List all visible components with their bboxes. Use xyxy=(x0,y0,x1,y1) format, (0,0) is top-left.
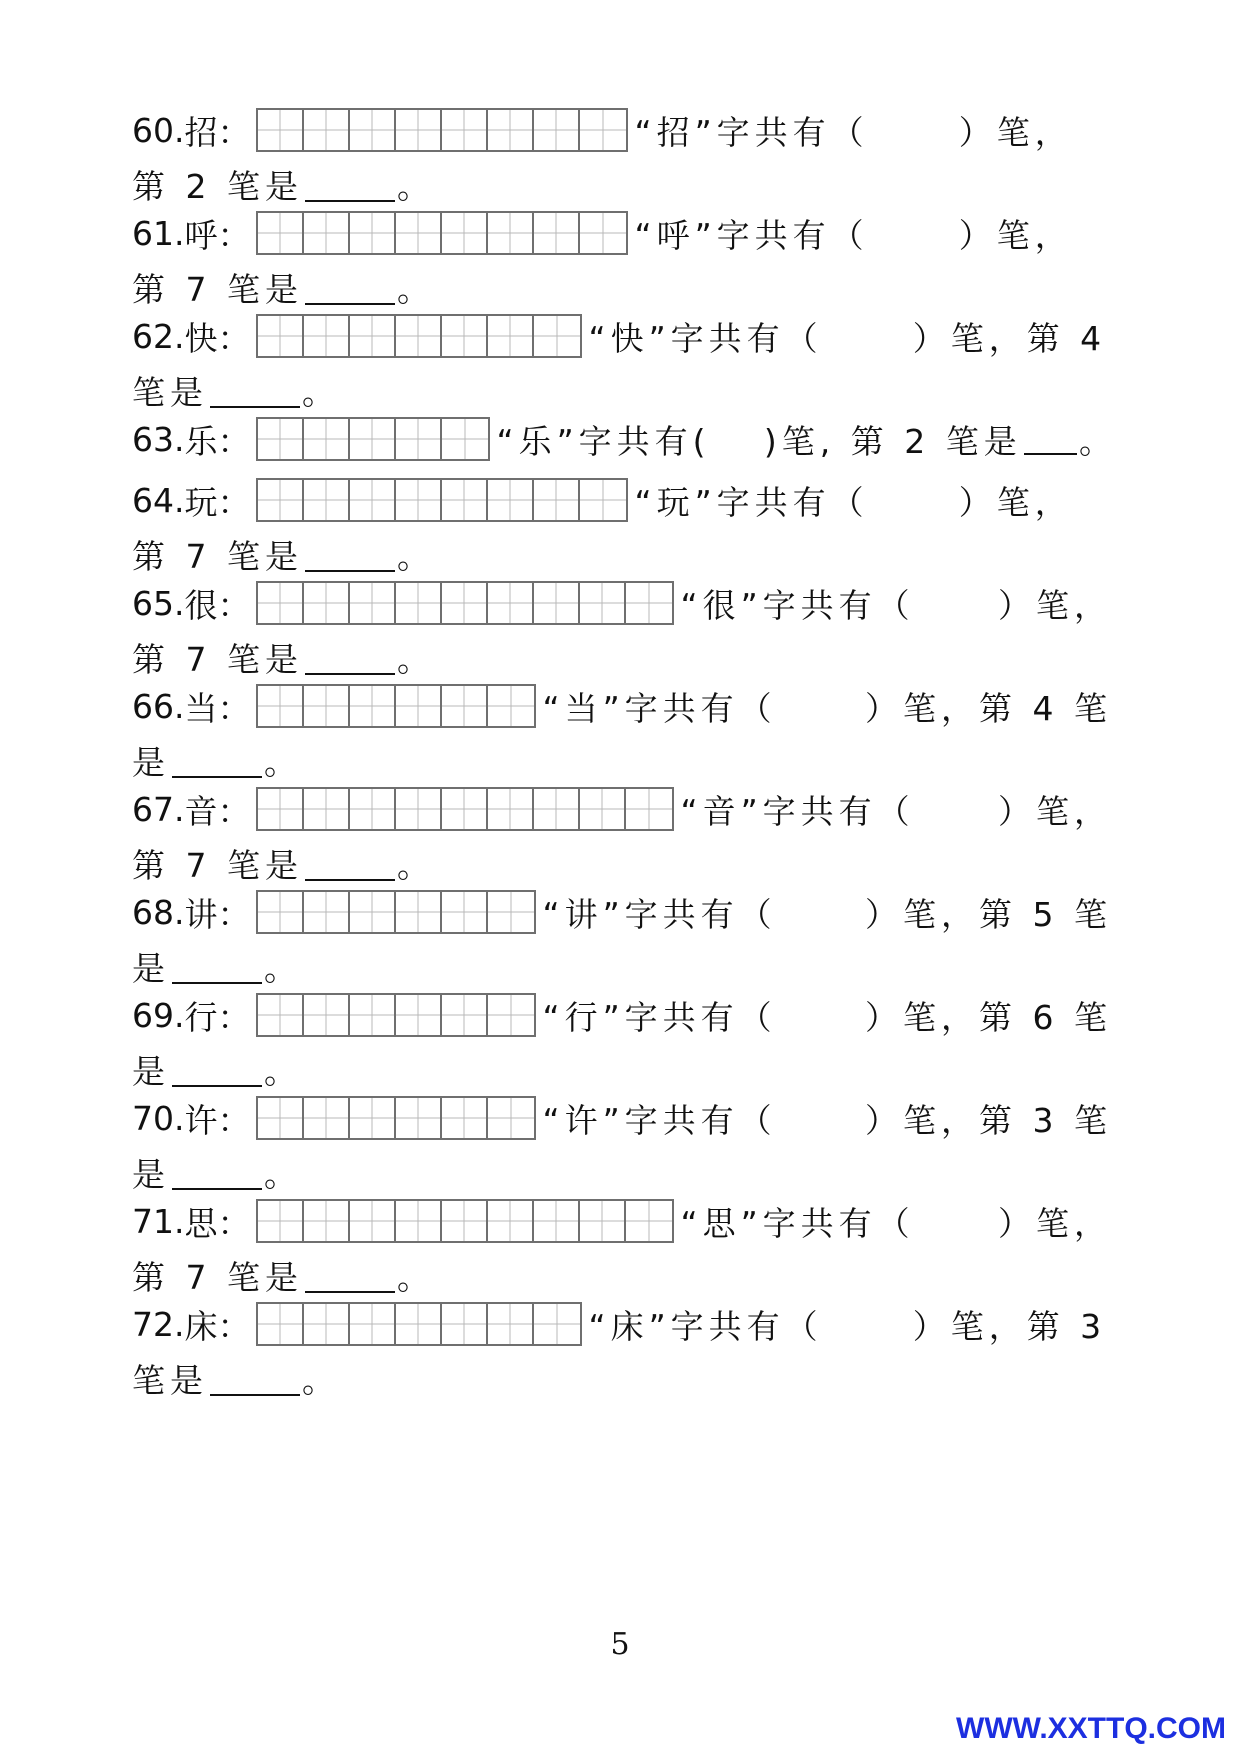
grid-cell[interactable] xyxy=(534,583,580,623)
grid-cell[interactable] xyxy=(488,1201,534,1241)
stroke-answer-blank[interactable] xyxy=(210,1364,300,1396)
stroke-answer-blank[interactable] xyxy=(305,540,395,572)
continuation-text: 第 7 笔是 xyxy=(132,1258,303,1297)
question-item xyxy=(132,409,1112,469)
question-text-start: “音”字共有（ xyxy=(680,791,915,831)
grid-cell[interactable] xyxy=(396,480,442,520)
continuation-text: 是 xyxy=(132,949,170,988)
question-item xyxy=(132,306,1112,420)
grid-cell[interactable] xyxy=(396,419,442,459)
question-text-end: ）笔， xyxy=(958,215,1073,255)
grid-cell[interactable] xyxy=(350,1098,396,1138)
writing-grid xyxy=(256,993,536,1037)
question-text-end: ）笔， xyxy=(958,482,1073,522)
question-number: 64. xyxy=(132,480,185,520)
grid-cell[interactable] xyxy=(442,419,488,459)
question-number: 69. xyxy=(132,995,185,1035)
grid-cell[interactable] xyxy=(442,110,488,150)
question-text-start: “快”字共有（ xyxy=(588,318,823,358)
question-text-start: “思”字共有（ xyxy=(680,1203,915,1243)
question-line xyxy=(132,306,1112,366)
grid-cell[interactable] xyxy=(258,1098,304,1138)
continuation-text: 第 2 笔是 xyxy=(132,167,303,206)
question-item xyxy=(132,1191,1112,1305)
colon: ： xyxy=(217,894,251,934)
grid-cell[interactable] xyxy=(350,213,396,253)
grid-cell[interactable] xyxy=(580,480,626,520)
grid-cell[interactable] xyxy=(350,110,396,150)
grid-cell[interactable] xyxy=(534,316,580,356)
stroke-answer-blank[interactable] xyxy=(172,1158,262,1190)
grid-cell[interactable] xyxy=(350,789,396,829)
grid-cell[interactable] xyxy=(488,480,534,520)
writing-grid xyxy=(256,787,674,831)
grid-cell[interactable] xyxy=(626,583,672,623)
period: 。 xyxy=(302,373,335,412)
question-item xyxy=(132,882,1112,996)
grid-cell[interactable] xyxy=(580,583,626,623)
target-character: 床 xyxy=(184,1306,218,1346)
grid-cell[interactable] xyxy=(350,419,396,459)
question-text-end: ）笔， xyxy=(998,585,1112,625)
grid-cell[interactable] xyxy=(350,995,396,1035)
grid-cell[interactable] xyxy=(258,419,304,459)
grid-cell[interactable] xyxy=(304,419,350,459)
question-line xyxy=(132,100,1112,160)
question-number: 70. xyxy=(132,1098,185,1138)
question-item xyxy=(132,985,1112,1099)
question-text-start: “讲”字共有（ xyxy=(542,894,777,934)
target-character: 行 xyxy=(184,997,218,1037)
question-number: 65. xyxy=(132,583,185,623)
continuation-text: 是 xyxy=(132,743,170,782)
colon: ： xyxy=(217,585,251,625)
grid-cell[interactable] xyxy=(488,686,534,726)
question-text-start: “很”字共有（ xyxy=(680,585,915,625)
grid-cell[interactable] xyxy=(350,1201,396,1241)
grid-cell[interactable] xyxy=(304,789,350,829)
grid-cell[interactable] xyxy=(488,892,534,932)
period: 。 xyxy=(396,1258,430,1297)
grid-cell[interactable] xyxy=(350,1304,396,1344)
target-character: 快 xyxy=(184,318,218,358)
target-character: 很 xyxy=(184,585,218,625)
stroke-answer-blank[interactable] xyxy=(172,746,262,778)
continuation-text: 笔是 xyxy=(132,373,208,412)
target-character: 当 xyxy=(184,688,218,728)
grid-cell[interactable] xyxy=(442,789,488,829)
grid-cell[interactable] xyxy=(488,1304,534,1344)
stroke-answer-blank[interactable] xyxy=(305,643,395,675)
period: 。 xyxy=(264,743,297,782)
grid-cell[interactable] xyxy=(396,995,442,1035)
colon: ： xyxy=(217,1306,251,1346)
grid-cell[interactable] xyxy=(304,686,350,726)
grid-cell[interactable] xyxy=(396,1304,442,1344)
grid-cell[interactable] xyxy=(304,583,350,623)
question-item xyxy=(132,203,1112,317)
question-text-end: ）笔，第 3 xyxy=(912,1306,1107,1346)
period: 。 xyxy=(396,270,430,309)
question-text-end: ）笔，第 3 笔 xyxy=(865,1100,1112,1140)
grid-cell[interactable] xyxy=(304,1304,350,1344)
continuation-text: 笔是 xyxy=(132,1361,208,1400)
question-number: 67. xyxy=(132,789,185,829)
question-number: 61. xyxy=(132,213,185,253)
grid-cell[interactable] xyxy=(580,110,626,150)
question-text-start: “当”字共有（ xyxy=(542,688,777,728)
period: 。 xyxy=(396,537,430,576)
grid-cell[interactable] xyxy=(396,1201,442,1241)
target-character: 音 xyxy=(184,791,218,831)
question-item xyxy=(132,779,1112,893)
grid-cell[interactable] xyxy=(258,892,304,932)
grid-cell[interactable] xyxy=(534,789,580,829)
stroke-answer-blank[interactable] xyxy=(172,952,262,984)
question-line xyxy=(132,203,1112,263)
question-item xyxy=(132,676,1112,790)
grid-cell[interactable] xyxy=(580,213,626,253)
question-text-end: ）笔，第 5 笔 xyxy=(865,894,1112,934)
stroke-answer-blank[interactable] xyxy=(305,273,395,305)
colon: ： xyxy=(217,215,251,255)
question-item xyxy=(132,1088,1112,1202)
grid-cell[interactable] xyxy=(350,686,396,726)
grid-cell[interactable] xyxy=(442,892,488,932)
stroke-answer-blank[interactable] xyxy=(305,1261,395,1293)
question-text-end: ）笔，第 4 xyxy=(912,318,1107,358)
grid-cell[interactable] xyxy=(442,213,488,253)
question-line xyxy=(132,676,1112,736)
grid-cell[interactable] xyxy=(304,316,350,356)
question-number: 62. xyxy=(132,316,185,356)
question-line xyxy=(132,1088,1112,1148)
question-number: 66. xyxy=(132,686,185,726)
writing-grid xyxy=(256,1302,582,1346)
question-line xyxy=(132,573,1112,633)
target-character: 讲 xyxy=(184,894,218,934)
period: 。 xyxy=(396,846,430,885)
question-item xyxy=(132,100,1112,214)
question-text-start: “乐”字共有( xyxy=(496,421,711,461)
grid-cell[interactable] xyxy=(626,1201,672,1241)
grid-cell[interactable] xyxy=(396,686,442,726)
question-text-start: “行”字共有（ xyxy=(542,997,777,1037)
grid-cell[interactable] xyxy=(304,1201,350,1241)
stroke-answer-blank[interactable] xyxy=(210,376,300,408)
grid-cell[interactable] xyxy=(488,1098,534,1138)
grid-cell[interactable] xyxy=(258,583,304,623)
period: 。 xyxy=(302,1361,335,1400)
question-text-end: ）笔， xyxy=(998,1203,1112,1243)
grid-cell[interactable] xyxy=(258,1201,304,1241)
grid-cell[interactable] xyxy=(304,892,350,932)
grid-cell[interactable] xyxy=(258,995,304,1035)
grid-cell[interactable] xyxy=(534,110,580,150)
question-number: 60. xyxy=(132,110,185,150)
question-item xyxy=(132,573,1112,687)
stroke-answer-blank[interactable] xyxy=(305,849,395,881)
period: 。 xyxy=(264,1155,297,1194)
grid-cell[interactable] xyxy=(258,110,304,150)
question-continuation xyxy=(132,1354,1112,1408)
grid-cell[interactable] xyxy=(258,686,304,726)
stroke-answer-blank[interactable] xyxy=(1024,423,1077,455)
writing-grid xyxy=(256,684,536,728)
grid-cell[interactable] xyxy=(304,995,350,1035)
colon: ： xyxy=(217,318,251,358)
question-text-start: “床”字共有（ xyxy=(588,1306,823,1346)
grid-cell[interactable] xyxy=(258,316,304,356)
question-number: 71. xyxy=(132,1201,185,1241)
colon: ： xyxy=(217,1203,251,1243)
grid-cell[interactable] xyxy=(442,316,488,356)
grid-cell[interactable] xyxy=(396,892,442,932)
period: 。 xyxy=(1079,421,1112,461)
grid-cell[interactable] xyxy=(442,583,488,623)
target-character: 乐 xyxy=(184,421,218,461)
grid-cell[interactable] xyxy=(396,110,442,150)
period: 。 xyxy=(264,949,297,988)
grid-cell[interactable] xyxy=(580,1201,626,1241)
grid-cell[interactable] xyxy=(442,1201,488,1241)
grid-cell[interactable] xyxy=(534,1304,580,1344)
grid-cell[interactable] xyxy=(396,1098,442,1138)
grid-cell[interactable] xyxy=(258,480,304,520)
grid-cell[interactable] xyxy=(396,789,442,829)
stroke-answer-blank[interactable] xyxy=(305,170,395,202)
grid-cell[interactable] xyxy=(350,316,396,356)
question-number: 68. xyxy=(132,892,185,932)
grid-cell[interactable] xyxy=(304,213,350,253)
continuation-text: 第 7 笔是 xyxy=(132,846,303,885)
grid-cell[interactable] xyxy=(488,789,534,829)
question-text-end: ）笔， xyxy=(998,791,1112,831)
target-character: 呼 xyxy=(184,215,218,255)
grid-cell[interactable] xyxy=(258,789,304,829)
grid-cell[interactable] xyxy=(442,1098,488,1138)
question-text-start: “招”字共有（ xyxy=(634,112,869,152)
colon: ： xyxy=(217,791,251,831)
writing-grid xyxy=(256,314,582,358)
colon: ： xyxy=(217,421,251,461)
grid-cell[interactable] xyxy=(442,480,488,520)
grid-cell[interactable] xyxy=(350,892,396,932)
writing-grid xyxy=(256,581,674,625)
writing-grid xyxy=(256,108,628,152)
grid-cell[interactable] xyxy=(580,789,626,829)
continuation-text: 第 7 笔是 xyxy=(132,537,303,576)
writing-grid xyxy=(256,1199,674,1243)
grid-cell[interactable] xyxy=(534,480,580,520)
grid-cell[interactable] xyxy=(304,1098,350,1138)
colon: ： xyxy=(217,112,251,152)
grid-cell[interactable] xyxy=(350,480,396,520)
question-line xyxy=(132,1294,1112,1354)
stroke-answer-blank[interactable] xyxy=(172,1055,262,1087)
grid-cell[interactable] xyxy=(488,213,534,253)
period: 。 xyxy=(396,167,430,206)
question-number: 63. xyxy=(132,419,185,459)
question-line xyxy=(132,985,1112,1045)
question-text-start: “呼”字共有（ xyxy=(634,215,869,255)
target-character: 许 xyxy=(184,1100,218,1140)
colon: ： xyxy=(217,997,251,1037)
grid-cell[interactable] xyxy=(442,995,488,1035)
continuation-text: 第 7 笔是 xyxy=(132,270,303,309)
period: 。 xyxy=(396,640,430,679)
question-text-end: )笔, 第 2 笔是 xyxy=(763,421,1022,461)
writing-grid xyxy=(256,1096,536,1140)
grid-cell[interactable] xyxy=(442,686,488,726)
grid-cell[interactable] xyxy=(350,583,396,623)
writing-grid xyxy=(256,211,628,255)
target-character: 玩 xyxy=(184,482,218,522)
question-item xyxy=(132,470,1112,584)
page-number: 5 xyxy=(610,1627,630,1662)
colon: ： xyxy=(217,688,251,728)
question-text-start: “许”字共有（ xyxy=(542,1100,777,1140)
grid-cell[interactable] xyxy=(442,1304,488,1344)
question-line xyxy=(132,779,1112,839)
grid-cell[interactable] xyxy=(488,110,534,150)
question-item xyxy=(132,1294,1112,1408)
period: 。 xyxy=(264,1052,297,1091)
writing-grid xyxy=(256,417,490,461)
question-number: 72. xyxy=(132,1304,185,1344)
question-text-end: ）笔，第 4 笔 xyxy=(865,688,1112,728)
grid-cell[interactable] xyxy=(258,213,304,253)
watermark: WWW.XXTTQ.COM xyxy=(956,1712,1226,1745)
grid-cell[interactable] xyxy=(304,480,350,520)
grid-cell[interactable] xyxy=(488,995,534,1035)
writing-grid xyxy=(256,478,628,522)
question-text-end: ）笔，第 6 笔 xyxy=(865,997,1112,1037)
grid-cell[interactable] xyxy=(534,213,580,253)
continuation-text: 第 7 笔是 xyxy=(132,640,303,679)
colon: ： xyxy=(217,482,251,522)
question-text-start: “玩”字共有（ xyxy=(634,482,869,522)
colon: ： xyxy=(217,1100,251,1140)
question-text-end: ）笔， xyxy=(958,112,1073,152)
grid-cell[interactable] xyxy=(534,1201,580,1241)
question-line xyxy=(132,882,1112,942)
target-character: 招 xyxy=(184,112,218,152)
grid-cell[interactable] xyxy=(488,316,534,356)
writing-grid xyxy=(256,890,536,934)
grid-cell[interactable] xyxy=(626,789,672,829)
question-line xyxy=(132,409,1112,469)
grid-cell[interactable] xyxy=(258,1304,304,1344)
question-line xyxy=(132,470,1112,530)
continuation-text: 是 xyxy=(132,1052,170,1091)
continuation-text: 是 xyxy=(132,1155,170,1194)
grid-cell[interactable] xyxy=(304,110,350,150)
grid-cell[interactable] xyxy=(396,316,442,356)
grid-cell[interactable] xyxy=(396,583,442,623)
target-character: 思 xyxy=(184,1203,218,1243)
question-line xyxy=(132,1191,1112,1251)
grid-cell[interactable] xyxy=(396,213,442,253)
grid-cell[interactable] xyxy=(488,583,534,623)
